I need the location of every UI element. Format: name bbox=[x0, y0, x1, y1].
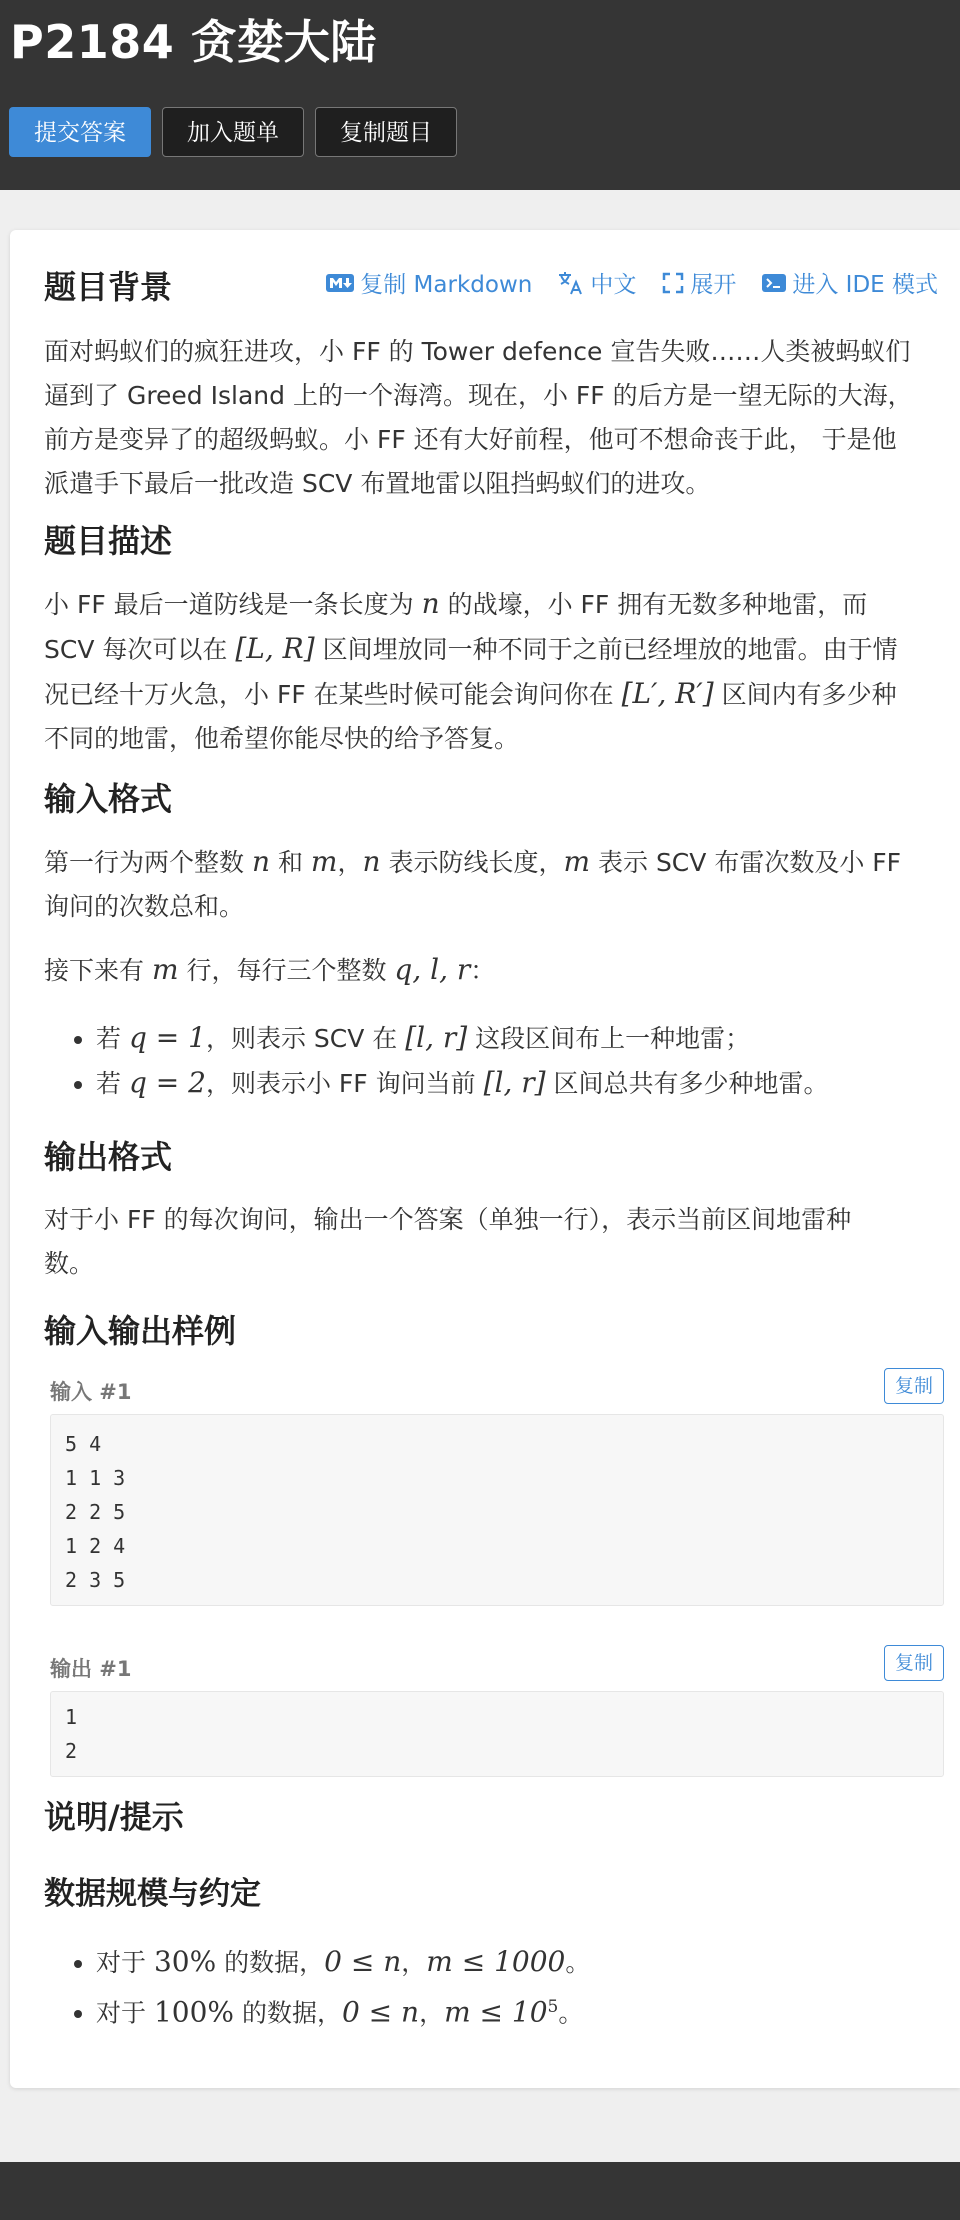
add-to-list-button[interactable]: 加入题单 bbox=[162, 107, 304, 157]
submit-answer-button[interactable]: 提交答案 bbox=[9, 107, 151, 157]
page-header bbox=[0, 0, 960, 190]
section-title-background: 题目背景 bbox=[44, 268, 173, 306]
copy-markdown-link[interactable] bbox=[326, 266, 532, 299]
page-title: P2184 贪婪大陆 bbox=[10, 15, 377, 69]
background-line: 逼到了 Greed Island 上的一个海湾。现在，小 FF 的后方是一望无际的大海， bbox=[44, 381, 913, 410]
terminal-icon bbox=[762, 273, 786, 293]
output-line: 对于小 FF 的每次询问，输出一个答案（单独一行），表示当前区间地雷种 bbox=[44, 1205, 852, 1234]
copy-problem-button[interactable]: 复制题目 bbox=[315, 107, 457, 157]
description-line: 不同的地雷，他希望你能尽快的给予答复。 bbox=[44, 724, 520, 753]
section-title-description: 题目描述 bbox=[44, 522, 173, 560]
description-text bbox=[44, 582, 944, 761]
sample-output-code[interactable]: 1 2 bbox=[50, 1691, 944, 1777]
section-title-hint: 说明/提示 bbox=[44, 1798, 184, 1836]
header-button-row bbox=[9, 107, 457, 157]
section-title-output: 输出格式 bbox=[44, 1138, 173, 1176]
section-title-scale: 数据规模与约定 bbox=[44, 1876, 261, 1912]
ide-mode-label: 进入 IDE 模式 bbox=[792, 272, 938, 298]
description-line: SCV 每次可以在 [L, R] 区间埋放同一种不同于之前已经埋放的地雷。由于情 bbox=[44, 632, 898, 665]
problem-toolbar bbox=[326, 266, 938, 299]
background-text bbox=[44, 330, 944, 506]
sample-input-label: 输入 #1 bbox=[50, 1380, 132, 1404]
copy-output-button[interactable]: 复制 bbox=[884, 1645, 944, 1681]
problem-card bbox=[10, 230, 960, 2088]
input-line: 第一行为两个整数 n 和 m，n 表示防线长度，m 表示 SCV 布雷次数及小 FF bbox=[44, 845, 902, 878]
expand-icon bbox=[662, 272, 684, 294]
sample-input-code[interactable]: 5 4 1 1 3 2 2 5 1 2 4 2 3 5 bbox=[50, 1414, 944, 1606]
sample-output-label: 输出 #1 bbox=[50, 1657, 132, 1681]
output-format-text bbox=[44, 1198, 944, 1286]
input-line: 接下来有 m 行，每行三个整数 q, l, r： bbox=[44, 953, 496, 986]
copy-markdown-label: 复制 Markdown bbox=[360, 272, 533, 298]
input-format-list bbox=[44, 1016, 960, 1106]
list-item: • 若 q = 2，则表示小 FF 询问当前 [l, r] 区间总共有多少种地雷。 bbox=[96, 1061, 960, 1106]
sample-input-block bbox=[44, 1368, 944, 1608]
sample-output-block bbox=[44, 1645, 944, 1779]
background-line: 派遣手下最后一批改造 SCV 布置地雷以阻挡蚂蚁们的进攻。 bbox=[44, 469, 711, 498]
language-link[interactable] bbox=[558, 266, 636, 299]
section-title-samples: 输入输出样例 bbox=[44, 1312, 237, 1350]
list-item: • 对于 100% 的数据，0 ≤ n，$m \le 10^5$。 bbox=[96, 1985, 960, 2035]
copy-input-button[interactable]: 复制 bbox=[884, 1368, 944, 1404]
page-footer bbox=[0, 2162, 960, 2220]
description-line: 小 FF 最后一道防线是一条长度为 n 的战壕，小 FF 拥有无数多种地雷，而 bbox=[44, 587, 868, 620]
markdown-icon bbox=[326, 273, 354, 293]
background-line: 面对蚂蚁们的疯狂进攻，小 FF 的 Tower defence 宣告失败……人类被蚂蚁们 bbox=[44, 337, 911, 366]
input-format-text-2 bbox=[44, 948, 944, 993]
list-item: • 对于 30% 的数据，0 ≤ n，m ≤ 1000。 bbox=[96, 1940, 960, 1985]
input-line: 询问的次数总和。 bbox=[44, 892, 245, 921]
input-format-text bbox=[44, 840, 944, 929]
output-line: 数。 bbox=[44, 1249, 95, 1278]
language-label: 中文 bbox=[590, 272, 637, 298]
scale-list bbox=[44, 1940, 960, 2035]
expand-link[interactable] bbox=[662, 266, 736, 299]
list-item: • 若 q = 1，则表示 SCV 在 [l, r] 这段区间布上一种地雷； bbox=[96, 1016, 960, 1061]
description-line: 况已经十万火急，小 FF 在某些时候可能会询问你在 [L′, R′] 区间内有多少种 bbox=[44, 677, 897, 710]
ide-mode-link[interactable] bbox=[762, 266, 938, 299]
section-title-input: 输入格式 bbox=[44, 780, 173, 818]
background-line: 前方是变异了的超级蚂蚁。小 FF 还有大好前程，他可不想命丧于此， 于是他 bbox=[44, 425, 897, 454]
expand-label: 展开 bbox=[690, 272, 737, 298]
translate-icon bbox=[558, 271, 584, 295]
